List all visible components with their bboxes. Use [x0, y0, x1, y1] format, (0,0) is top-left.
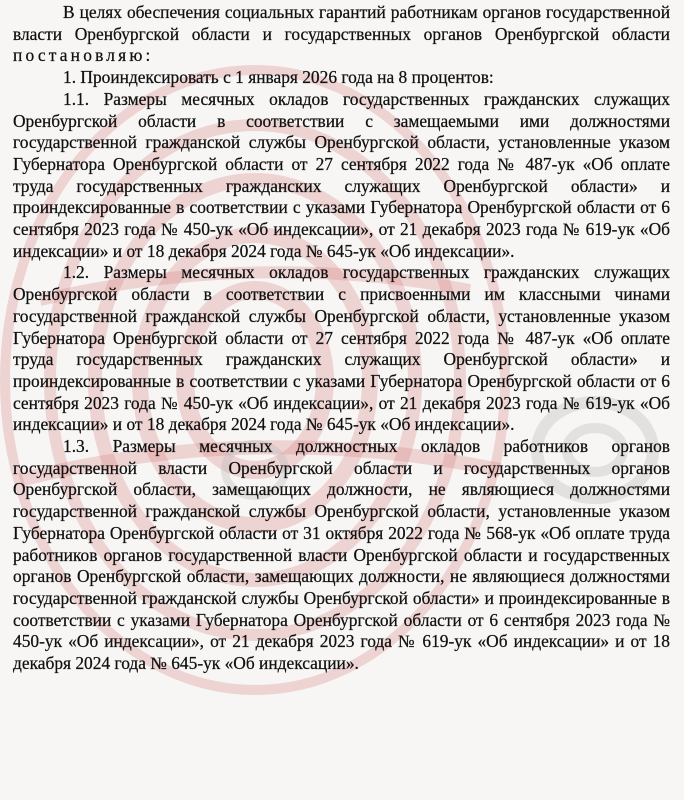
- intro-text: В целях обеспечения социальных гарантий работникам органов государственной власти Оренбургской области и государственных органов Оренбургской области: [13, 2, 670, 44]
- item-1-2: 1.2. Размеры месячных окладов государственных гражданских служащих Оренбургской области в соответствии с присвоенными им классными чинами государственной гражданской службы Оренбургской области, установленные указом Губернатора Оренбургской области от 27 сентября 2022 года № 487-ук «Об оплате труда государственных гражданских служащих Оренбургской области» и проиндексированные в соответствии с указами Губернатора Оренбургской области от 6 сентября 2023 года № 450-ук «Об индексации», от 21 декабря 2023 года № 619-ук «Об индексации» и от 18 декабря 2024 года № 645-ук «Об индексации».: [13, 262, 670, 435]
- item-1-3: 1.3. Размеры месячных должностных окладов работников органов государственной власти Оренбургской области и государственных органов Оренбургской области, замещающих должности, не являющиеся должностями государственной гражданской службы Оренбургской области, установленные указом Губернатора Оренбургской области от 31 октября 2022 года № 568-ук «Об оплате труда работников органов государственной власти Оренбургской области и государственных органов Оренбургской области, замещающих должности, не являющиеся должностями государственной гражданской службы Оренбургской области» и проиндексированные в соответствии с указами Губернатора Оренбургской области от 6 сентября 2023 года № 450-ук «Об индексации», от 21 декабря 2023 года № 619-ук «Об индексации» и от 18 декабря 2024 года № 645-ук «Об индексации».: [13, 436, 670, 674]
- document-body: [13, 2, 670, 675]
- decree-word: постановляю:: [13, 45, 154, 66]
- item-1: 1. Проиндексировать с 1 января 2026 года на 8 процентов:: [63, 67, 494, 88]
- intro-paragraph: [13, 2, 670, 67]
- item-1-1: 1.1. Размеры месячных окладов государственных гражданских служащих Оренбургской области в соответствии с замещаемыми ими должностями государственной гражданской службы Оренбургской области, установленные указом Губернатора Оренбургской области от 27 сентября 2022 года № 487-ук «Об оплате труда государственных гражданских служащих Оренбургской области» и проиндексированные в соответствии с указами Губернатора Оренбургской области от 6 сентября 2023 года № 450-ук «Об индексации», от 21 декабря 2023 года № 619-ук «Об индексации» и от 18 декабря 2024 года № 645-ук «Об индексации».: [13, 88, 670, 261]
